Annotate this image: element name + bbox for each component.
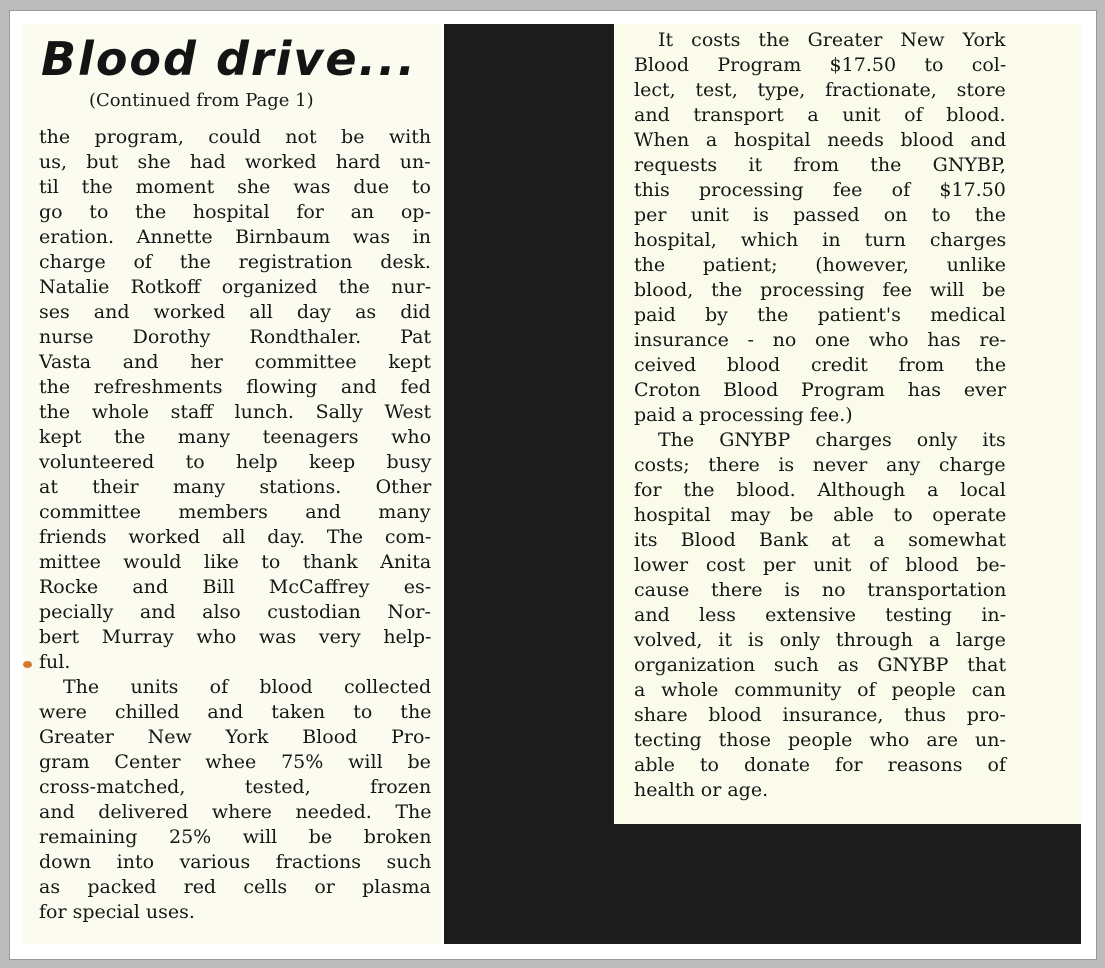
right-column-text xyxy=(634,28,1014,803)
text-line: requests it from the GNYBP, xyxy=(634,154,1006,176)
text-line: organization such as GNYBP that xyxy=(634,654,1007,676)
text-line: and transport a unit of blood. xyxy=(634,104,1006,126)
text-line: ceived blood credit from the xyxy=(634,354,1007,376)
text-line: tecting those people who are un- xyxy=(634,729,1006,751)
text-line: and delivered where needed. The xyxy=(39,801,432,823)
text-line: blood, the processing fee will be xyxy=(634,279,1006,301)
continued-note: (Continued from Page 1) xyxy=(89,90,314,111)
text-line: per unit is passed on to the xyxy=(634,204,1007,226)
left-column-text xyxy=(39,125,431,925)
text-line: its Blood Bank at a somewhat xyxy=(634,529,1006,551)
text-line: for the blood. Although a local xyxy=(634,479,1006,501)
text-line: hospital, which in turn charges xyxy=(634,229,1007,251)
text-line: ful. xyxy=(39,651,71,673)
text-line: hospital may be able to operate xyxy=(634,504,1007,526)
text-line: us, but she had worked hard un- xyxy=(39,151,431,173)
text-line: insurance - no one who has re- xyxy=(634,329,1007,351)
text-line: Blood Program $17.50 to col- xyxy=(634,54,1007,76)
text-line: this processing fee of $17.50 xyxy=(634,179,1006,201)
text-line: ses and worked all day as did xyxy=(39,301,431,323)
text-line: committee members and many xyxy=(39,501,431,523)
text-line: the refreshments flowing and fed xyxy=(39,376,431,398)
text-line: The GNYBP charges only its xyxy=(658,429,1006,451)
ink-stain xyxy=(23,661,32,668)
text-line: go to the hospital for an op- xyxy=(39,201,431,223)
text-line: charge of the registration desk. xyxy=(39,251,431,273)
text-line: til the moment she was due to xyxy=(39,176,432,198)
text-line: lect, test, type, fractionate, store xyxy=(634,79,1006,101)
text-line: remaining 25% will be broken xyxy=(39,826,432,848)
text-line: kept the many teenagers who xyxy=(39,426,432,448)
text-line: pecially and also custodian Nor- xyxy=(39,601,431,623)
text-line: health or age. xyxy=(634,779,769,801)
text-line: and less extensive testing in- xyxy=(634,604,1007,626)
text-line: the patient; (however, unlike xyxy=(634,254,1006,276)
text-line: Vasta and her committee kept xyxy=(39,351,431,373)
text-line: able to donate for reasons of xyxy=(634,754,1006,776)
text-line: Rocke and Bill McCaffrey es- xyxy=(39,576,432,598)
text-line: were chilled and taken to the xyxy=(39,701,432,723)
text-line: cause there is no transportation xyxy=(634,579,1007,601)
text-line: paid a processing fee.) xyxy=(634,404,853,426)
text-line: friends worked all day. The com- xyxy=(39,526,432,548)
text-line: volunteered to help keep busy xyxy=(39,451,432,473)
text-line: a whole community of people can xyxy=(634,679,1006,701)
text-line: Greater New York Blood Pro- xyxy=(39,726,431,748)
text-line: costs; there is never any charge xyxy=(634,454,1006,476)
text-line: It costs the Greater New York xyxy=(658,29,1006,51)
text-line: Croton Blood Program has ever xyxy=(634,379,1007,401)
right-clipping xyxy=(614,24,1081,824)
text-line: volved, it is only through a large xyxy=(634,629,1006,651)
text-line: cross-matched, tested, frozen xyxy=(39,776,432,798)
text-line: gram Center whee 75% will be xyxy=(39,751,431,773)
text-line: lower cost per unit of blood be- xyxy=(634,554,1007,576)
text-line: When a hospital needs blood and xyxy=(634,129,1007,151)
text-line: for special uses. xyxy=(39,901,195,923)
text-line: at their many stations. Other xyxy=(39,476,432,498)
text-line: share blood insurance, thus pro- xyxy=(634,704,1006,726)
text-line: eration. Annette Birnbaum was in xyxy=(39,226,431,248)
text-line: the program, could not be with xyxy=(39,126,432,148)
text-line: the whole staff lunch. Sally West xyxy=(39,401,432,423)
text-line: bert Murray who was very help- xyxy=(39,626,432,648)
headline: Blood drive... xyxy=(41,32,417,86)
text-line: Natalie Rotkoff organized the nur- xyxy=(39,276,432,298)
text-line: paid by the patient's medical xyxy=(634,304,1006,326)
text-line: nurse Dorothy Rondthaler. Pat xyxy=(39,326,432,348)
text-line: The units of blood collected xyxy=(63,676,432,698)
text-line: mittee would like to thank Anita xyxy=(39,551,432,573)
text-line: as packed red cells or plasma xyxy=(39,876,431,898)
text-line: down into various fractions such xyxy=(39,851,432,873)
left-clipping xyxy=(23,24,441,944)
